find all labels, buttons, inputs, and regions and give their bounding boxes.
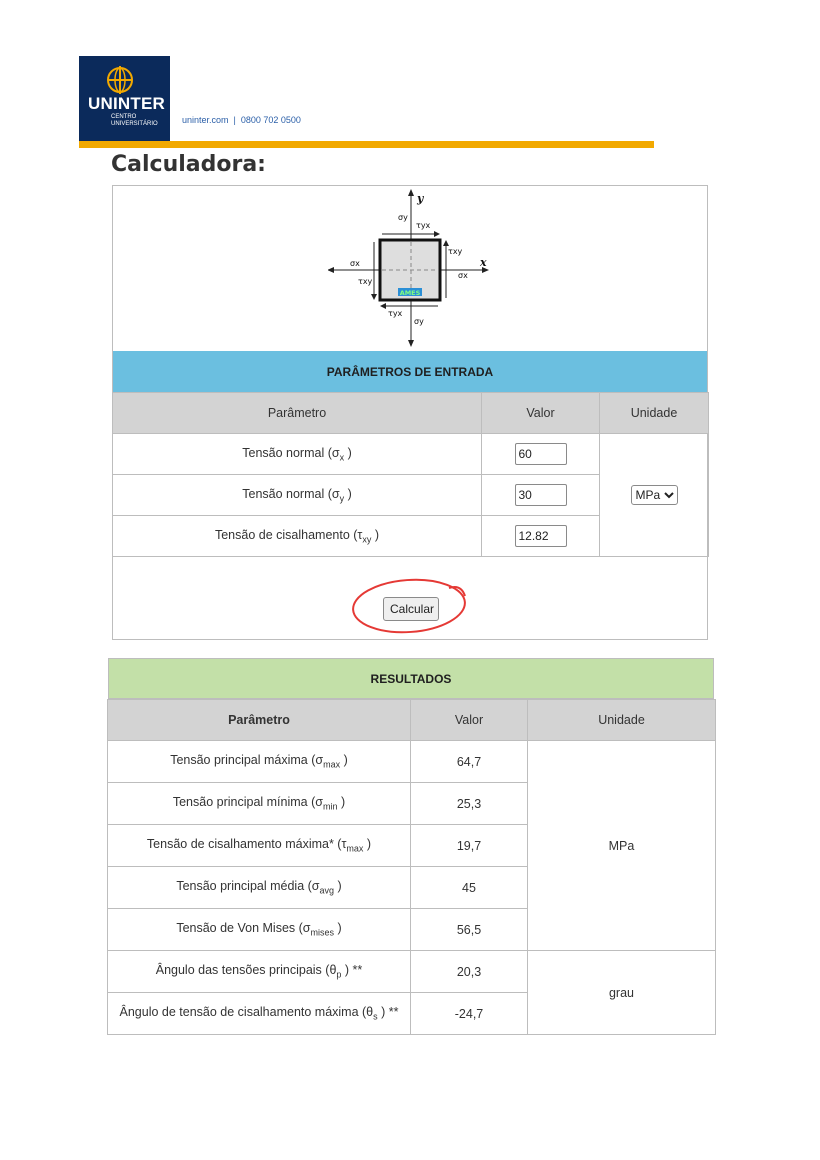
result-row-von-mises: Tensão de Von Mises ($\sigma_{mises}$ ) 56,5 xyxy=(108,909,716,951)
y-axis-label: y xyxy=(417,192,424,205)
results-table xyxy=(107,699,716,1035)
tau-xy-left-label: τxy xyxy=(358,277,373,286)
tau-yx-bottom-label: τyx xyxy=(388,309,403,318)
input-parameters-table xyxy=(112,392,709,557)
logo-wordmark: UNINTER xyxy=(88,94,165,113)
result-row-sigma-min: Tensão principal mínima ($\sigma_{min}$ ) 25,3 xyxy=(108,783,716,825)
sigma-y-input[interactable] xyxy=(515,484,567,506)
input-header-row xyxy=(113,393,709,434)
sigma-y-bottom-label: σy xyxy=(414,317,424,326)
sigma-y-top-label: σy xyxy=(398,213,408,222)
col-header-parameter: Parâmetro xyxy=(108,700,411,741)
globe-emblem-icon xyxy=(101,64,139,96)
calculate-button[interactable]: Calcular xyxy=(383,597,439,621)
col-header-parameter: Parâmetro xyxy=(113,393,482,434)
stress-element-diagram xyxy=(328,188,498,348)
result-value: 25,3 xyxy=(411,783,528,825)
sigma-x-right-label: σx xyxy=(458,271,468,280)
result-value: 56,5 xyxy=(411,909,528,951)
result-unit-stress: MPa xyxy=(528,741,716,951)
calculator-panel xyxy=(112,185,708,640)
result-row-sigma-avg: Tensão principal média ($\sigma_{avg}$ ) 45 xyxy=(108,867,716,909)
result-value: 20,3 xyxy=(411,951,528,993)
results-section-header: RESULTADOS xyxy=(108,658,714,699)
header-divider xyxy=(79,141,654,148)
x-axis-label: x xyxy=(480,256,487,269)
tau-xy-right-label: τxy xyxy=(448,247,463,256)
results-header-row xyxy=(108,700,716,741)
result-value: 45 xyxy=(411,867,528,909)
page-title: Calculadora: xyxy=(111,152,266,177)
logo-subtitle: CENTRO UNIVERSITÁRIO xyxy=(111,114,158,127)
result-value: 19,7 xyxy=(411,825,528,867)
param-label: Tensão normal ($\sigma_y$ ) xyxy=(113,475,482,516)
col-header-value: Valor xyxy=(411,700,528,741)
result-row-sigma-max: Tensão principal máxima ($\sigma_{max}$ ) 64,7 MPa xyxy=(108,741,716,783)
result-unit-angle: grau xyxy=(528,951,716,1035)
result-value: 64,7 xyxy=(411,741,528,783)
header-contact: uninter.com | 0800 702 0500 xyxy=(182,115,301,125)
result-row-theta-s: Ângulo de tensão de cisalhamento máxima ($\theta_s$ ) ** -24,7 xyxy=(108,993,716,1035)
result-row-theta-p: Ângulo das tensões principais ($\theta_p$ ) ** 20,3 grau xyxy=(108,951,716,993)
param-label: Tensão normal ($\sigma_x$ ) xyxy=(113,434,482,475)
tau-yx-top-label: τyx xyxy=(416,221,431,230)
result-value: -24,7 xyxy=(411,993,528,1035)
sigma-x-left-label: σx xyxy=(350,259,360,268)
col-header-unit: Unidade xyxy=(600,393,709,434)
tau-xy-input[interactable] xyxy=(515,525,567,547)
param-label: Tensão de cisalhamento ($\tau_{xy}$ ) xyxy=(113,516,482,557)
result-row-tau-max: Tensão de cisalhamento máxima* ($\tau_{max}$ ) 19,7 xyxy=(108,825,716,867)
unit-select[interactable] xyxy=(631,485,678,505)
col-header-value: Valor xyxy=(482,393,600,434)
diagram-badge: AMES xyxy=(399,289,421,297)
input-section-header: PARÂMETROS DE ENTRADA xyxy=(113,351,707,392)
input-row-sigma-x xyxy=(113,434,709,475)
uninter-logo xyxy=(79,56,170,142)
sigma-x-input[interactable] xyxy=(515,443,567,465)
col-header-unit: Unidade xyxy=(528,700,716,741)
